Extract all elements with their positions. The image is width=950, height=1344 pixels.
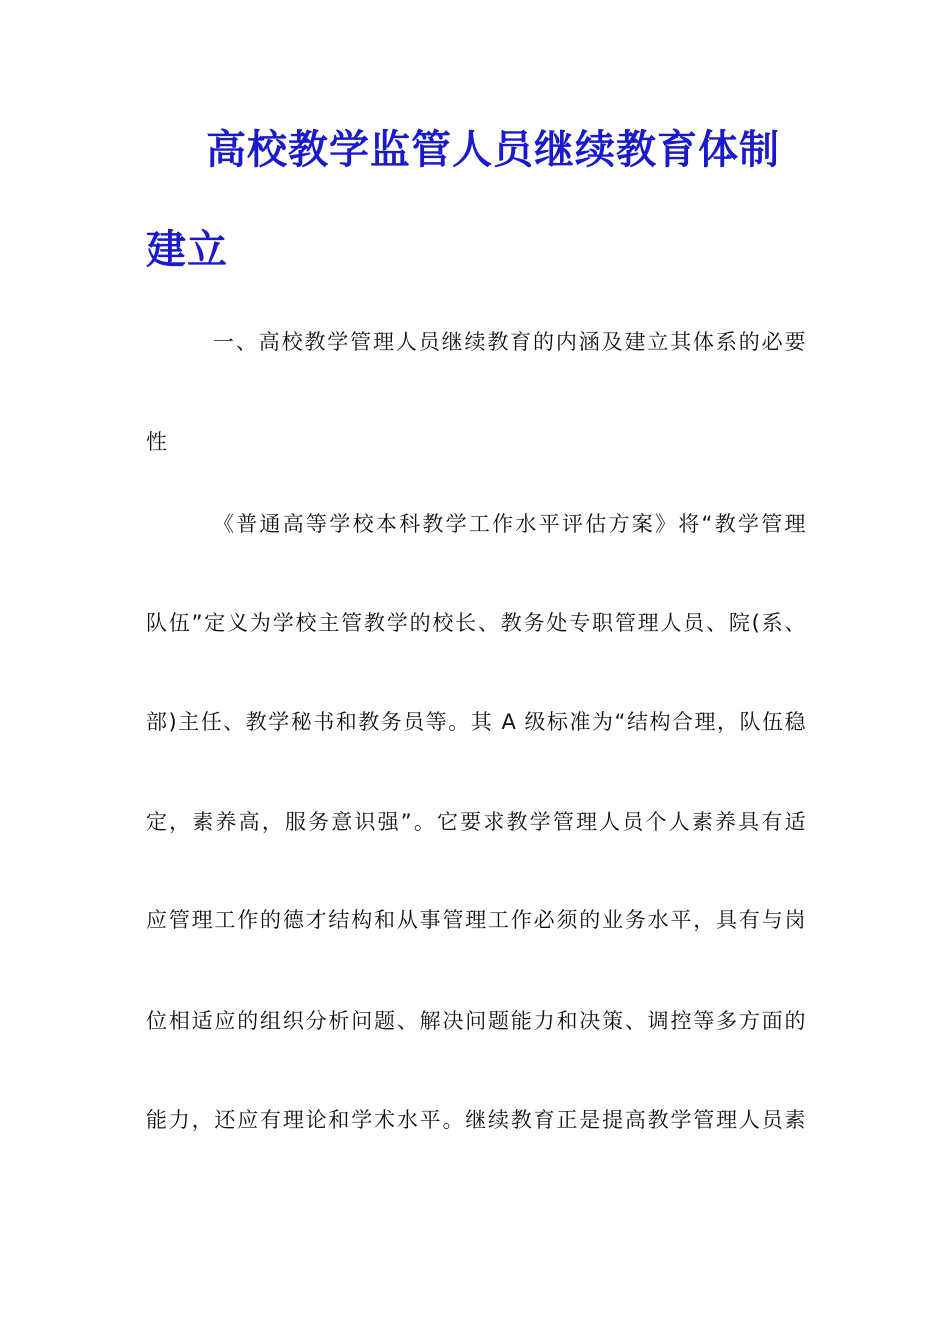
document-title-line-2: 建立 <box>146 226 228 273</box>
section-heading-line-1: 一、高校教学管理人员继续教育的内涵及建立其体系的必要 <box>213 330 806 354</box>
paragraph-line-1: 《普通高等学校本科教学工作水平评估方案》将“教学管理 <box>213 512 806 536</box>
document-title-line-1: 高校教学监管人员继续教育体制 <box>206 126 780 173</box>
paragraph-line-4: 定，素养高，服务意识强”。它要求教学管理人员个人素养具有适 <box>146 810 806 834</box>
section-heading-line-2: 性 <box>146 430 168 454</box>
paragraph-line-2: 队伍”定义为学校主管教学的校长、教务处专职管理人员、院(系、 <box>146 611 806 635</box>
paragraph-line-5: 应管理工作的德才结构和从事管理工作必须的业务水平，具有与岗 <box>146 908 806 932</box>
paragraph-line-3: 部)主任、教学秘书和教务员等。其 A 级标准为“结构合理，队伍稳 <box>146 710 806 734</box>
paragraph-line-7: 能力，还应有理论和学术水平。继续教育正是提高教学管理人员素 <box>146 1108 806 1132</box>
paragraph-line-6: 位相适应的组织分析问题、解决问题能力和决策、调控等多方面的 <box>146 1009 806 1033</box>
